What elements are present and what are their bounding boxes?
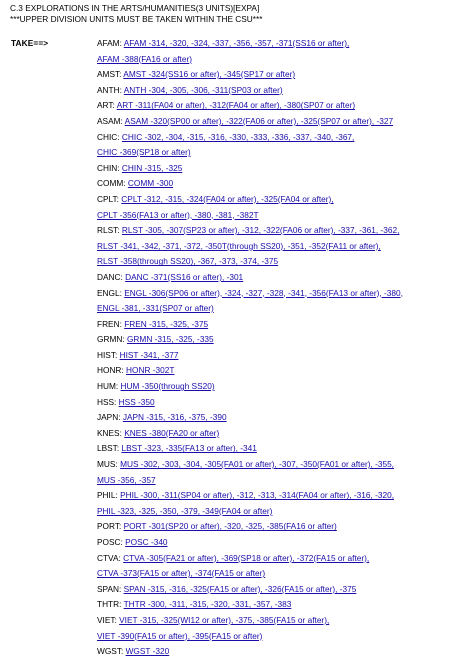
course-line bbox=[97, 303, 403, 319]
course-link[interactable]: POSC -340 bbox=[125, 537, 168, 547]
course-link[interactable]: AFAM -388(FA16 or after) bbox=[97, 53, 192, 64]
course-link[interactable]: FREN -315, -325, -375 bbox=[124, 318, 209, 329]
course-line bbox=[97, 241, 403, 257]
course-line bbox=[97, 521, 403, 537]
subject-prefix: HONR: bbox=[97, 365, 127, 376]
subject-prefix: ENGL: bbox=[97, 287, 125, 298]
course-list bbox=[97, 38, 403, 662]
subject-prefix: AFAM: bbox=[97, 38, 124, 48]
course-link[interactable]: SPAN -315, -316, -325(FA15 or after), -326(FA15 or after), -375 bbox=[123, 583, 357, 594]
course-link[interactable]: JAPN -315, -316, -375, -390 bbox=[122, 412, 227, 423]
course-link[interactable]: HIST -341, -377 bbox=[119, 349, 179, 360]
subject-prefix: PHIL: bbox=[97, 490, 121, 501]
course-line bbox=[97, 319, 403, 335]
course-line bbox=[97, 568, 403, 584]
course-line bbox=[97, 288, 403, 304]
subject-prefix: VIET: bbox=[97, 614, 120, 625]
course-line bbox=[97, 69, 403, 85]
course-line bbox=[97, 459, 403, 475]
course-line bbox=[97, 397, 403, 413]
course-line bbox=[97, 100, 403, 116]
course-line bbox=[97, 412, 403, 428]
course-link[interactable]: CHIC -369(SP18 or after) bbox=[97, 147, 191, 158]
course-link[interactable]: THTR -300, -311, -315, -320, -331, -357, -383 bbox=[123, 599, 292, 610]
course-line bbox=[97, 584, 403, 600]
course-line bbox=[97, 490, 403, 506]
subject-prefix: MUS: bbox=[97, 459, 121, 470]
take-label: TAKE==> bbox=[11, 38, 49, 48]
course-link[interactable]: VIET -315, -325(WI12 or after), -375, -385(FA15 or after), bbox=[119, 614, 330, 625]
course-line bbox=[97, 475, 403, 491]
course-link[interactable]: RLST -341, -342, -371, -372, -350T(through SS20), -351, -352(FA11 or after), bbox=[97, 240, 381, 251]
course-link[interactable]: ART -311(FA04 or after), -312(FA04 or after), -380(SP07 or after) bbox=[116, 100, 356, 111]
subject-prefix: LBST: bbox=[97, 443, 122, 454]
requirement-header bbox=[10, 3, 262, 25]
course-line bbox=[97, 537, 403, 553]
course-link[interactable]: HUM -350(through SS20) bbox=[120, 381, 215, 392]
course-link[interactable]: CTVA -305(FA21 or after), -369(SP18 or after), -372(FA15 or after), bbox=[123, 552, 370, 563]
subject-prefix: POSC: bbox=[97, 537, 126, 547]
course-line bbox=[97, 210, 403, 226]
subject-prefix: CTVA: bbox=[97, 552, 124, 563]
course-line bbox=[97, 163, 403, 179]
subject-prefix: RLST: bbox=[97, 225, 122, 236]
course-line bbox=[97, 506, 403, 522]
requirement-title: C.3 EXPLORATIONS IN THE ARTS/HUMANITIES(3 UNITS)[EXPA] bbox=[10, 3, 260, 13]
course-line bbox=[97, 116, 403, 132]
course-link[interactable]: RLST -358(through SS20), -367, -373, -374, -375 bbox=[97, 256, 279, 267]
requirement-note: ***UPPER DIVISION UNITS MUST BE TAKEN WITHIN THE CSU*** bbox=[10, 14, 263, 24]
course-line bbox=[97, 365, 403, 381]
subject-prefix: CHIN: bbox=[97, 162, 122, 173]
course-line bbox=[97, 178, 403, 194]
course-line bbox=[97, 54, 403, 70]
course-line bbox=[97, 428, 403, 444]
course-line bbox=[97, 615, 403, 631]
course-link[interactable]: LBST -323, -335(FA13 or after), -341 bbox=[121, 443, 257, 454]
course-link[interactable]: VIET -390(FA15 or after), -395(FA15 or after) bbox=[97, 630, 263, 641]
course-line bbox=[97, 631, 403, 647]
course-line bbox=[97, 443, 403, 459]
course-link[interactable]: DANC -371(SS16 or after), -301 bbox=[125, 271, 244, 282]
course-link[interactable]: WGST -320 bbox=[125, 646, 170, 657]
course-link[interactable]: CTVA -373(FA15 or after), -374(FA15 or after) bbox=[97, 568, 266, 579]
subject-prefix: ASAM: bbox=[97, 115, 125, 126]
course-link[interactable]: PORT -301(SP20 or after), -320, -325, -385(FA16 or after) bbox=[123, 521, 337, 532]
subject-prefix: CHIC: bbox=[97, 131, 122, 142]
subject-prefix: ANTH: bbox=[97, 84, 124, 95]
course-link[interactable]: AFAM -314, -320, -324, -337, -356, -357, -371(SS16 or after), bbox=[123, 38, 350, 48]
course-link[interactable]: CHIC -302, -304, -315, -316, -330, -333, -336, -337, -340, -367, bbox=[121, 131, 355, 142]
course-line bbox=[97, 85, 403, 101]
course-link[interactable]: CPLT -312, -315, -324(FA04 or after), -325(FA04 or after), bbox=[121, 193, 334, 204]
subject-prefix: AMST: bbox=[97, 69, 124, 80]
course-line bbox=[97, 646, 403, 662]
course-line bbox=[97, 194, 403, 210]
subject-prefix: CPLT: bbox=[97, 193, 122, 204]
subject-prefix: HSS: bbox=[97, 396, 119, 407]
subject-prefix: DANC: bbox=[97, 271, 126, 282]
course-line bbox=[97, 38, 403, 54]
course-link[interactable]: MUS -302, -303, -304, -305(FA01 or after), -307, -350(FA01 or after), -355, bbox=[120, 459, 394, 470]
course-link[interactable]: MUS -356, -357 bbox=[97, 474, 156, 485]
course-line bbox=[97, 132, 403, 148]
subject-prefix: PORT: bbox=[97, 521, 124, 532]
course-line bbox=[97, 381, 403, 397]
course-link[interactable]: ASAM -320(SP00 or after), -322(FA06 or after), -325(SP07 or after), -327 bbox=[124, 115, 394, 126]
course-link[interactable]: GRMN -315, -325, -335 bbox=[126, 334, 214, 345]
course-link[interactable]: KNES -380(FA20 or after) bbox=[124, 427, 220, 438]
subject-prefix: ART: bbox=[97, 100, 117, 111]
subject-prefix: JAPN: bbox=[97, 412, 123, 423]
subject-prefix: FREN: bbox=[97, 318, 125, 329]
course-line bbox=[97, 256, 403, 272]
subject-prefix: HIST: bbox=[97, 349, 120, 360]
course-link[interactable]: PHIL -323, -325, -350, -379, -349(FA04 or after) bbox=[97, 505, 273, 516]
subject-prefix: GRMN: bbox=[97, 334, 127, 345]
subject-prefix: THTR: bbox=[97, 599, 124, 610]
course-link[interactable]: CPLT -356(FA13 or after), -380, -381, -382T bbox=[97, 209, 259, 220]
course-line bbox=[97, 272, 403, 288]
course-link[interactable]: RLST -305, -307(SP23 or after), -312, -322(FA06 or after), -337, -361, -362, bbox=[121, 225, 400, 236]
subject-prefix: COMM: bbox=[97, 178, 128, 189]
course-line bbox=[97, 334, 403, 350]
course-line bbox=[97, 350, 403, 366]
course-link[interactable]: AMST -324(SS16 or after), -345(SP17 or after) bbox=[123, 69, 296, 80]
course-line bbox=[97, 147, 403, 163]
course-link[interactable]: CHIN -315, -325 bbox=[121, 162, 183, 173]
subject-prefix: KNES: bbox=[97, 427, 125, 438]
course-link[interactable]: ANTH -304, -305, -306, -311(SP03 or after) bbox=[123, 84, 283, 95]
course-line bbox=[97, 599, 403, 615]
subject-prefix: HUM: bbox=[97, 381, 121, 392]
course-link[interactable]: HSS -350 bbox=[118, 396, 155, 407]
course-link[interactable]: PHIL -300, -311(SP04 or after), -312, -313, -314(FA04 or after), -316, -320, bbox=[120, 490, 394, 501]
course-line bbox=[97, 225, 403, 241]
course-link[interactable]: ENGL -306(SP06 or after), -324, -327, -328, -341, -356(FA13 or after), -380, bbox=[124, 287, 403, 298]
course-link[interactable]: ENGL -381, -331(SP07 or after) bbox=[97, 303, 214, 314]
course-line bbox=[97, 553, 403, 569]
subject-prefix: SPAN: bbox=[97, 583, 124, 594]
subject-prefix: WGST: bbox=[97, 646, 126, 657]
course-link[interactable]: COMM -300 bbox=[127, 178, 174, 189]
course-link[interactable]: HONR -302T bbox=[126, 365, 175, 376]
